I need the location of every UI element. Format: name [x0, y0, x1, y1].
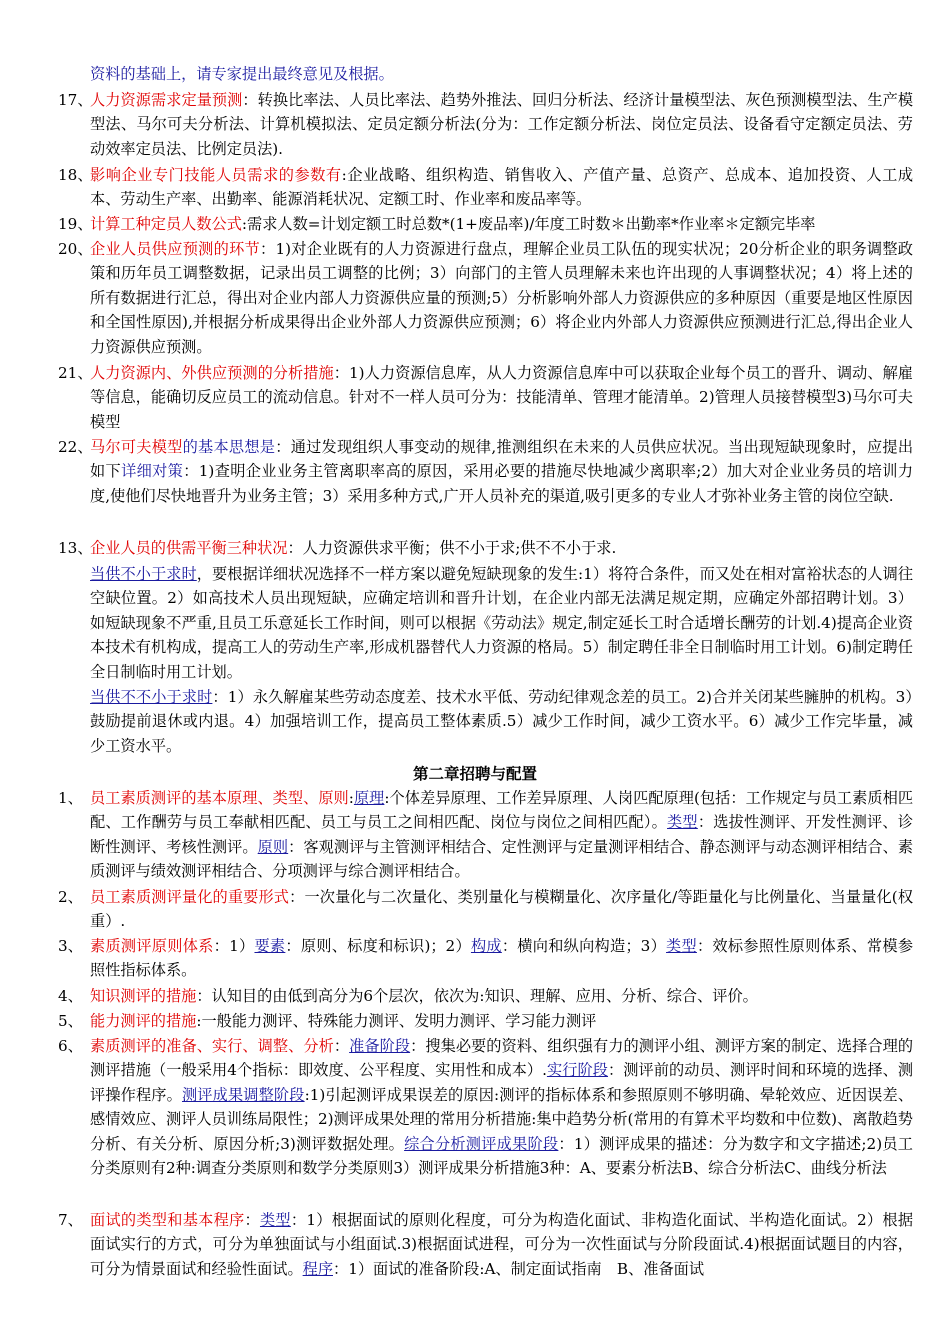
item-22: 22、 马尔可夫模型的基本思想是：通过发现组织人事变动的规律,推测组织在未来的人员供应状况。当出现短缺现象时，应提出如下详细对策：1)查明企业业务主管离职率高的原因，采用必要的措施尽快地减少离职率;2）加大对企业业务员的培训力度,使他们尽快地晋升为业务主管；3）采用多种方式,广开人员补充的渠道,吸引更多的专业人才弥补业务主管的岗位空缺. [58, 438, 914, 505]
item-text: 1)人力资源信息库，从人力资源信息库中可以获取企业每个员工的晋升、调动、解雇等信息，能确切反应员工的流动信息。针对不一样人员可分为：技能清单、管理才能清单。2)管理人员接替模型3)马尔可夫模型 [90, 364, 913, 431]
item-term: 人力资源需求定量预测 [90, 91, 243, 109]
item-term: 计算工种定员人数公式 [90, 215, 242, 233]
item-term: 人力资源内、外供应预测的分析措施 [90, 364, 334, 382]
item-19: 19、 计算工种定员人数公式:需求人数=计划定额工时总数*(1+废品率)/年度工时数＊出勤率*作业率＊定额完毕率 [58, 215, 816, 233]
intro-line: 资料的基础上，请专家提出最终意见及根据。 [90, 65, 394, 83]
inline-link[interactable]: 测评成果调整阶段 [181, 1085, 305, 1104]
chapter-title: 第二章招聘与配置 [412, 764, 537, 783]
ch2-item-6: 6、 素质测评的准备、实行、调整、分析：准备阶段：搜集必要的资料、组织强有力的测评小组、测评方案的制定、选择合理的测评措施（一般采用4个指标：即效度、公平程度、实用性和成本）.实行阶段：测评前的动员、测评时间和环境的选择、测评操作程序。测评成果调整阶段:1)引起测评成果误差的原因:测评的指标体系和参照原则不够明确、晕轮效应、近因误差、感情效应、测评人员训练局限性；2)测评成果处理的常用分析措施:集中趋势分析(常用的有算术平均数和中位数)、离散趋势分析、有关分析、原因分析;3)测评数据处理。综合分析测评成果阶段：1）测评成果的描述：分为数字和文字描述;2)员工分类原则有2种:调查分类原则和数学分类原则3）测评成果分析措施3种：A、要素分析法B、综合分析法C、曲线分析法 [58, 1037, 914, 1178]
supply-below-demand: 当供不不小于求时：1）永久解雇某些劳动态度差、技术水平低、劳动纪律观念差的员工。2)合并关闭某些臃肿的机构。3）鼓励提前退休或内退。4）加强培训工作，提高员工整体素质.5）减少工作时间，减少工资水平。6）减少工作完毕量，减少工资水平。 [90, 688, 913, 755]
item-18: 18、 影响企业专门技能人员需求的参数有:企业战略、组织构造、销售收入、产值产量、总资产、总成本、追加投资、人工成本、劳动生产率、出勤率、能源消耗状况、定额工时、作业率和废品率等。 [58, 166, 914, 209]
inline-link[interactable]: 实行阶段 [546, 1061, 609, 1080]
item-text: 1)对企业既有的人力资源进行盘点，理解企业员工队伍的现实状况；20分析企业的职务调整政策和历年员工调整数据，记录出员工调整的比例；3）向部门的主管人员理解未来也许出现的人事调整状况；4）将上述的所有数据进行汇总，得出对企业内部人力资源供应量的预测;5）分析影响外部人力资源供应的多种原因（重要是地区性原因和全国性原因),并根据分析成果得出企业外部人力资源供应预测；6）将企业内外部人力资源供应预测进行汇总,得出企业人力资源供应预测。 [90, 240, 913, 356]
inline-link[interactable]: 程序 [302, 1259, 333, 1278]
item-text: 企业战略、组织构造、销售收入、产值产量、总资产、总成本、追加投资、人工成本、劳动生产率、出勤率、能源消耗状况、定额工时、作业率和废品率等。 [90, 166, 914, 209]
inline-link[interactable]: 类型 [667, 813, 698, 832]
inline-link[interactable]: 原理 [353, 789, 385, 807]
inline-link[interactable]: 当供不不小于求时 [90, 688, 213, 706]
inline-link[interactable]: 当供不小于求时 [90, 565, 197, 583]
inline-link[interactable]: 要素 [254, 937, 286, 955]
ch2-item-4: 4、 知识测评的措施：认知目的由低到高分为6个层次，依次为:知识、理解、应用、分析、综合、评价。 [58, 987, 758, 1005]
ch2-item-3: 3、 素质测评原则体系：1）要素：原则、标度和标识)；2）构成：横向和纵向构造；3）类型：效标参照性原则体系、常模参照性指标体系。 [58, 937, 914, 980]
inline-link[interactable]: 原则 [257, 837, 289, 856]
ch2-item-2: 2、 员工素质测评量化的重要形式：一次量化与二次量化、类别量化与模糊量化、次序量化/等距量化与比例量化、当量量化(权重）. [58, 888, 914, 931]
inline-link[interactable]: 构成 [470, 937, 502, 955]
item-text: 转换比率法、人员比率法、趋势外推法、回归分析法、经济计量模型法、灰色预测模型法、生产模型法、马尔可夫分析法、计算机模拟法、定员定额分析法(分为：工作定额分析法、岗位定员法、设备看守定额定员法、劳动效率定员法、比例定员法). [90, 91, 914, 158]
item-20: 20、 企业人员供应预测的环节：1)对企业既有的人力资源进行盘点，理解企业员工队伍的现实状况；20分析企业的职务调整政策和历年员工调整数据，记录出员工调整的比例；3）向部门的主管人员理解未来也许出现的人事调整状况；4）将上述的所有数据进行汇总，得出对企业内部人力资源供应量的预测;5）分析影响外部人力资源供应的多种原因（重要是地区性原因和全国性原因),并根据分析成果得出企业外部人力资源供应预测；6）将企业内外部人力资源供应预测进行汇总,得出企业人力资源供应预测。 [58, 240, 913, 356]
item-text: 需求人数=计划定额工时总数*(1+废品率)/年度工时数＊出勤率*作业率＊定额完毕率 [247, 215, 816, 233]
item-13: 13、 企业人员的供需平衡三种状况：人力资源供求平衡；供不小于求;供不不小于求. [58, 539, 617, 557]
inline-link[interactable]: 详细对策 [121, 462, 184, 481]
item-term: 企业人员的供需平衡三种状况 [90, 539, 288, 557]
item-17: 17、 人力资源需求定量预测：转换比率法、人员比率法、趋势外推法、回归分析法、经济计量模型法、灰色预测模型法、生产模型法、马尔可夫分析法、计算机模拟法、定员定额分析法(分为：工作定额分析法、岗位定员法、设备看守定额定员法、劳动效率定员法、比例定员法). [58, 91, 914, 158]
ch2-item-5: 5、 能力测评的措施:一般能力测评、特殊能力测评、发明力测评、学习能力测评 [58, 1012, 597, 1030]
ch2-item-1: 1、 员工素质测评的基本原理、类型、原则:原理:个体差异原理、工作差异原理、人岗匹配原理(包括：工作规定与员工素质相匹配、工作酬劳与员工奉献相匹配、员工与员工之间相匹配、岗位与岗位之间相匹配）。类型：选拔性测评、开发性测评、诊断性测评、考核性测评。原则：客观测评与主管测评相结合、定性测评与定量测评相结合、静态测评与动态测评相结合、素质测评与绩效测评相结合、分项测评与综合测评相结合。 [58, 789, 914, 881]
item-text: 人力资源供求平衡；供不小于求;供不不小于求. [302, 539, 617, 557]
inline-link[interactable]: 准备阶段 [349, 1037, 411, 1055]
inline-link[interactable]: 综合分析测评成果阶段 [404, 1134, 559, 1153]
item-21: 21、 人力资源内、外供应预测的分析措施：1)人力资源信息库，从人力资源信息库中可以获取企业每个员工的晋升、调动、解雇等信息，能确切反应员工的流动信息。针对不一样人员可分为：技能清单、管理才能清单。2)管理人员接替模型3)马尔可夫模型 [58, 364, 913, 431]
inline-link[interactable]: 类型 [666, 937, 697, 955]
ch2-item-7: 7、 面试的类型和基本程序：类型：1）根据面试的原则化程度，可分为构造化面试、非构造化面试、半构造化面试。2）根据面试实行的方式，可分为单独面试与小组面试.3)根据面试进程，可分为一次性面试与分阶段面试.4)根据面试题目的内容，可分为情景面试和经验性面试。程序：1）面试的准备阶段:A、制定面试指南 B、准备面试 [58, 1211, 914, 1278]
inline-link[interactable]: 类型 [259, 1211, 291, 1229]
item-term: 企业人员供应预测的环节 [90, 240, 260, 258]
supply-exceeds-demand: 当供不小于求时，要根据详细状况选择不一样方案以避免短缺现象的发生:1）将符合条件，而又处在相对富裕状态的人调往空缺位置。2）如高技术人员出现短缺，应确定培训和晋升计划，在企业内部无法满足规定期，应确定外部招聘计划。3）如短缺现象不严重,且员工乐意延长工作时间，则可以根据《劳动法》规定,制定延长工时合适增长酬劳的计划.4)提高企业资本技术有机构成，提高工人的劳动生产率,形成机器替代人力资源的格局。5）制定聘任非全日制临时用工计划。6)制定聘任全日制临时用工计划。 [90, 565, 914, 681]
item-term: 影响企业专门技能人员需求的参数有 [90, 166, 342, 184]
item-term: 马尔可夫模型 [90, 438, 183, 456]
